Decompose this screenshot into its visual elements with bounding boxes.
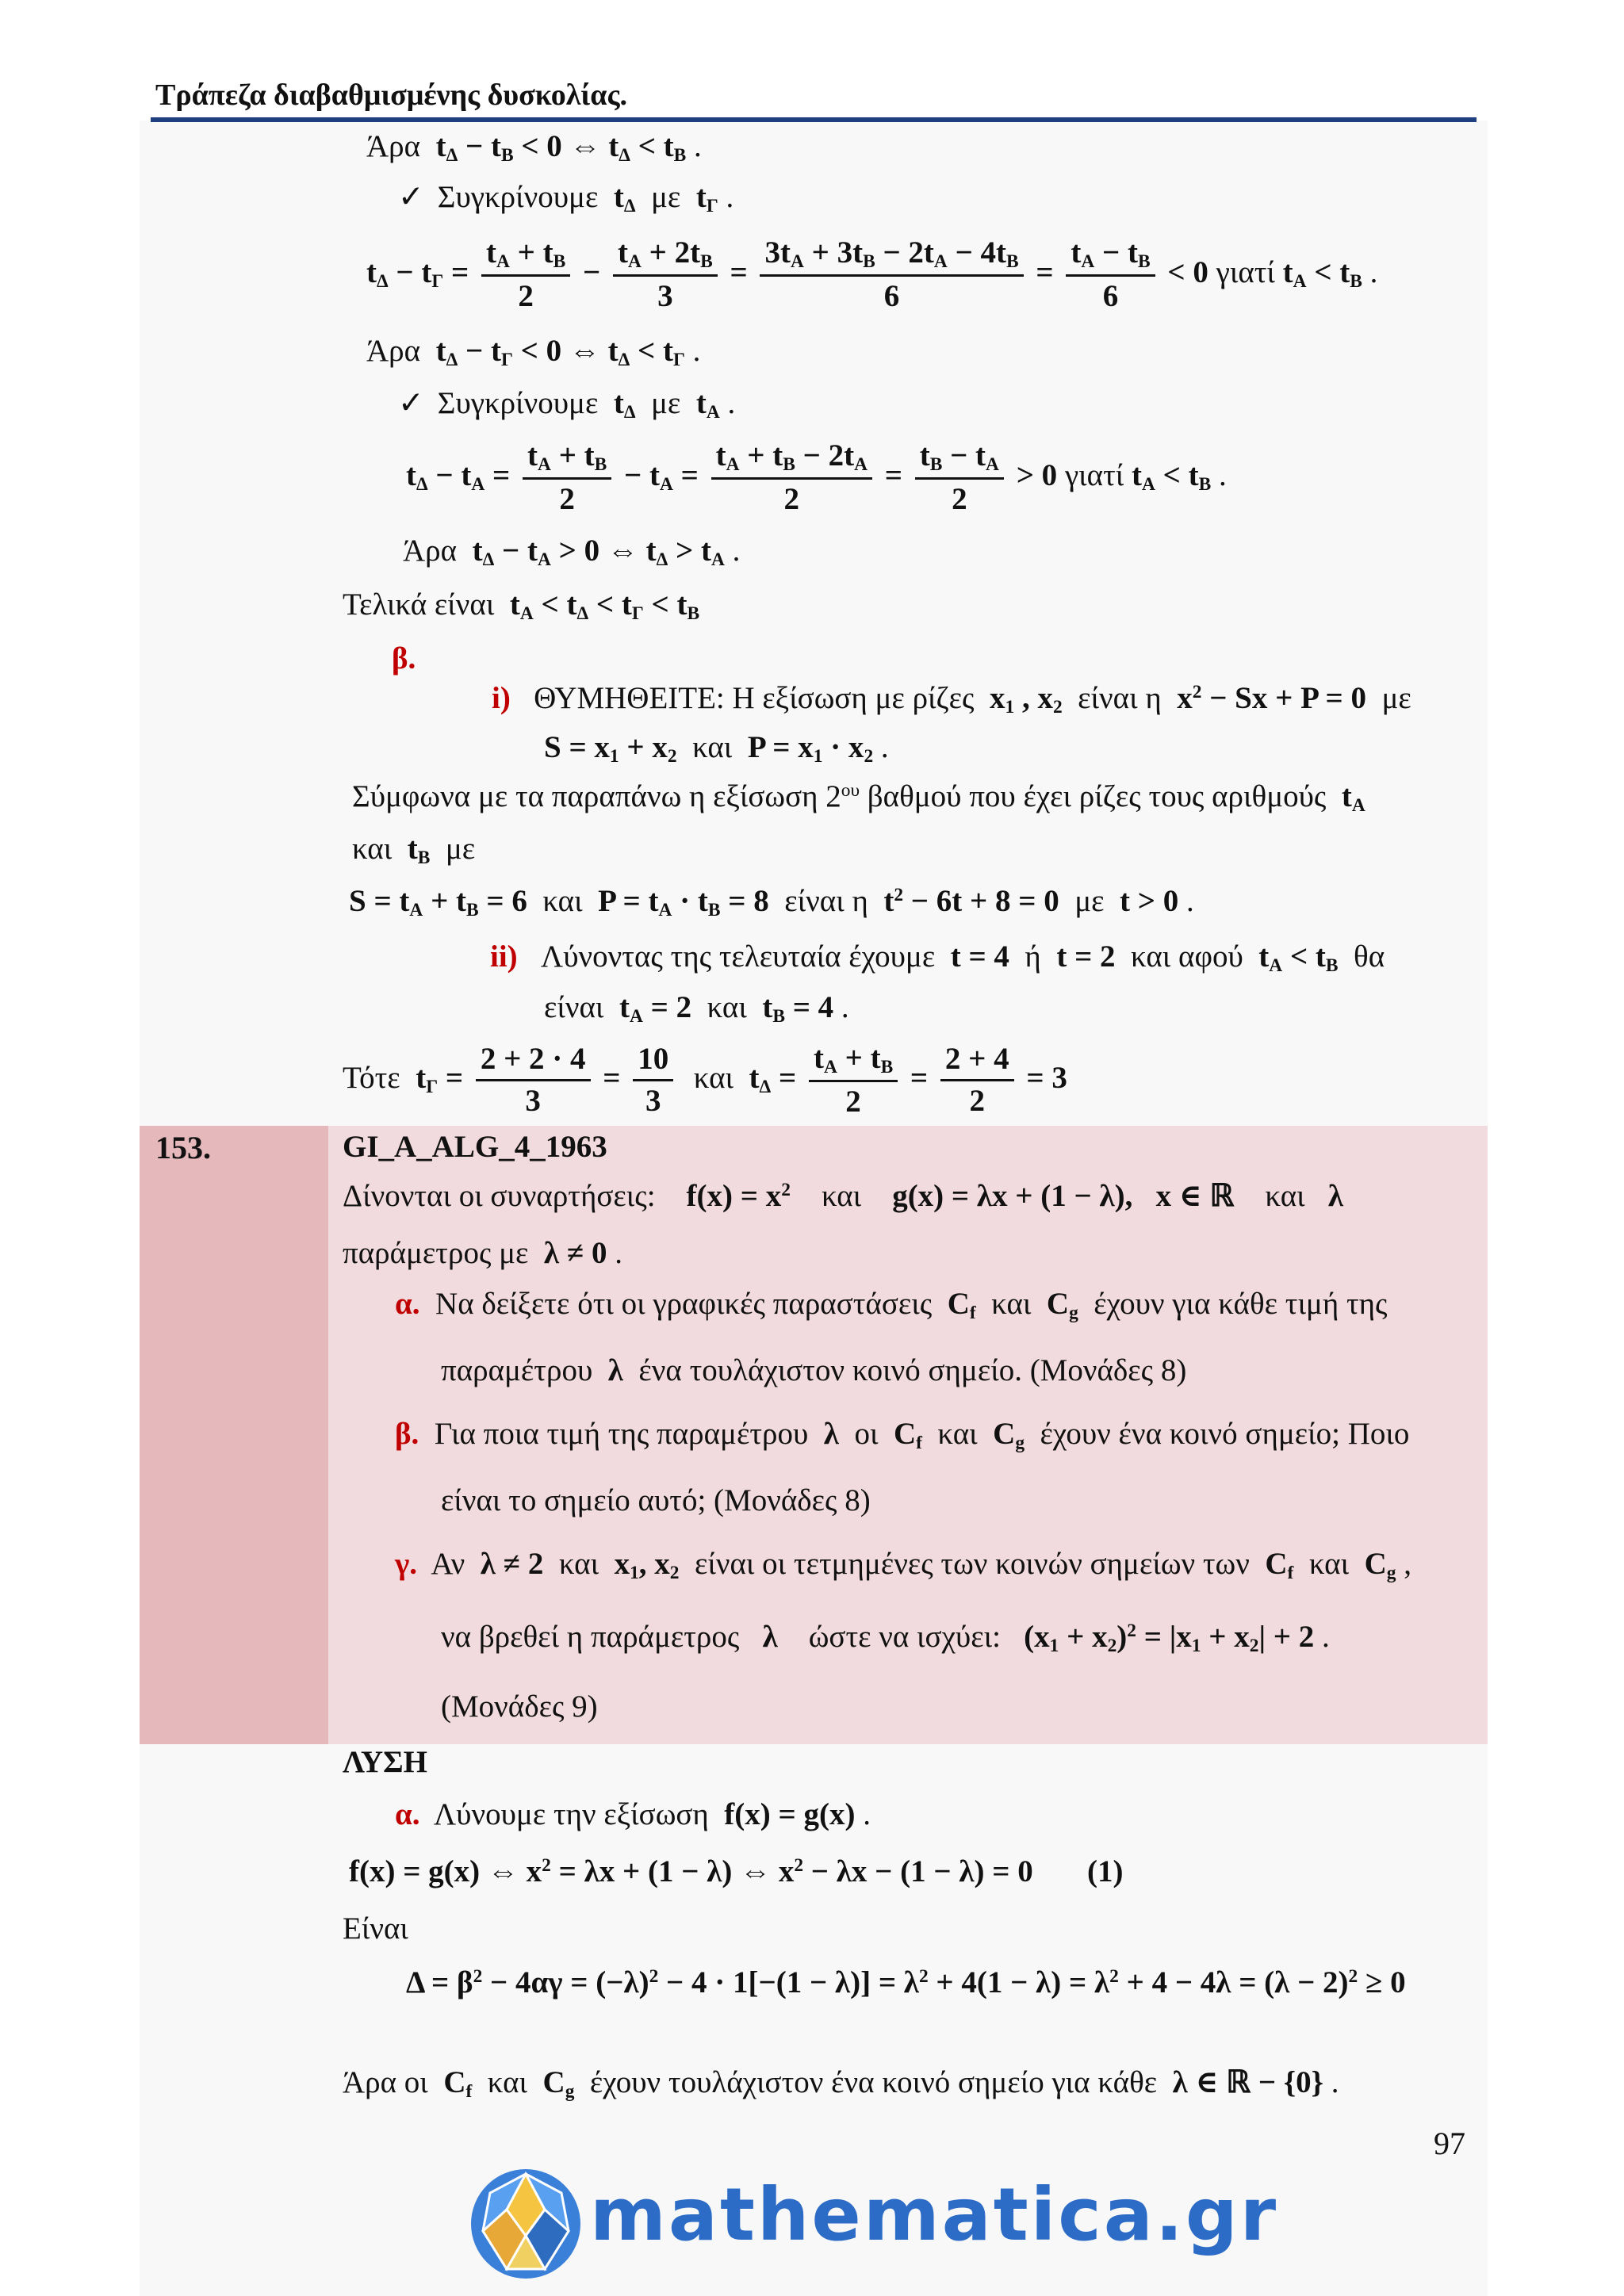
question-c-line2: να βρεθεί η παράμετρος λ ώστε να ισχύει: $(x_1 + x_2)^2 = |x_1 + x_2| + 2$ . — [441, 1620, 1330, 1656]
line-compare-alpha: ✓ Συγκρίνουμε $t_\Delta$ με $t_A$ . — [398, 386, 736, 423]
solution-conclusion: Άρα οι $C_f$ και $C_g$ έχουν τουλάχιστον ένα κοινό σημείο για κάθε λ ∈ ℝ − {0} . — [343, 2065, 1339, 2102]
solution-a-line: α. Λύνουμε την εξίσωση f(x) = g(x) . — [395, 1797, 871, 1831]
question-c-line1: γ. Αν λ ≠ 2 και $x_1$, $x_2$ είναι οι τετμημένες των κοινών σημείων των $C_f$ και $C_g$ , — [395, 1547, 1411, 1583]
header-rule — [151, 117, 1477, 122]
problem-intro: Δίνονται οι συναρτήσεις: $f(x) = x^2$ και g(x) = λx + (1 − λ), x ∈ ℝ και λ — [343, 1179, 1344, 1213]
problem-intro-2: παράμετρος με λ ≠ 0 . — [343, 1236, 622, 1270]
solution-einai: Είναι — [343, 1911, 408, 1946]
line-ara-2: Άρα $t_\Delta - t_\Gamma < 0$ ⇔ $t_\Delta < t_\Gamma$ . — [366, 334, 701, 370]
line-tote: Τότε $t_\Gamma$ = $\frac{2 + 2 \cdot 4}{3}$ = $\frac{10}{3}$ και $t_\Delta$ = $\frac{t_A + t_B}{2}$ = $\frac{2 + 4}{2}$ = 3 — [343, 1041, 1067, 1119]
question-b-line1: β. Για ποια τιμή της παραμέτρου λ οι $C_f$ και $C_g$ έχουν ένα κοινό σημείο; Ποιο — [395, 1417, 1410, 1453]
label-beta: β. — [392, 641, 416, 675]
check-icon: ✓ — [398, 180, 424, 214]
problem-code: GI_A_ALG_4_1963 — [343, 1130, 607, 1164]
check-icon: ✓ — [398, 386, 424, 420]
solution-discriminant: $\Delta = \beta^2 - 4\alpha\gamma = (-\lambda)^2 - 4 \cdot 1[-(1 - \lambda)] = \lambda^2 + 4(1 - \lambda) = \lambda^2 + 4 - 4\lambda = (\lambda - 2)^2 \ge 0$ — [406, 1965, 1406, 1999]
page-number: 97 — [1434, 2126, 1465, 2161]
problem-number: 153. — [155, 1130, 211, 1165]
question-b-line2: είναι το σημείο αυτό; (Μονάδες 8) — [441, 1483, 871, 1517]
line-compare-gamma: ✓ Συγκρίνουμε $t_\Delta$ με $t_\Gamma$ . — [398, 180, 734, 216]
solution-title: ΛΥΣΗ — [343, 1745, 427, 1779]
line-ara-1: Άρα $t_\Delta - t_B < 0$ ⇔ $t_\Delta < t_B$ . — [366, 129, 702, 166]
line-kai-tb: και $t_B$ με — [352, 832, 476, 868]
problem-number-cell — [140, 1126, 328, 1744]
equation-delta-gamma: $t_\Delta - t_\Gamma$ = $\frac{t_A + t_B}{2}$ − $\frac{t_A + 2t_B}{3}$ = $\frac{3t_A + 3t_B - 2t_A - 4t_B}{6}$ = $\frac{t_A - t_B}{6}$ < 0 γιατί $t_A < t_B$ . — [366, 235, 1378, 313]
line-ara-3: Άρα $t_\Delta - t_A > 0$ ⇔ $t_\Delta > t_A$ . — [403, 534, 741, 570]
line-telika: Τελικά είναι $t_A < t_\Delta < t_\Gamma < t_B$ — [343, 587, 700, 624]
line-einai-values: είναι $t_A = 2$ και $t_B = 4$ . — [544, 990, 849, 1027]
line-s-p: $S = x_1 + x_2$ και $P = x_1 \cdot x_2$ . — [544, 730, 889, 767]
header-title: Τράπεζα διαβαθμισμένης δυσκολίας. — [155, 78, 627, 112]
solution-equation-1: f(x) = g(x) ⇔ $x^2 = \lambda x + (1 - \lambda)$ ⇔ $x^2 - \lambda x - (1 - \lambda) = 0$ (1) — [349, 1854, 1124, 1888]
line-i-remember: i) ΘΥΜΗΘΕΙΤΕ: Η εξίσωση με ρίζες $x_1$ , $x_2$ είναι η $x^2 - Sx + P = 0$ με — [492, 681, 1411, 718]
polyhedron-logo-icon — [466, 2164, 585, 2283]
line-symfona: Σύμφωνα με τα παραπάνω η εξίσωση $2^{o\upsilon}$ βαθμού που έχει ρίζες τους αριθμούς $t_A$ — [352, 779, 1365, 816]
line-ii-solve: ii) Λύνοντας της τελευταία έχουμε t = 4 ή t = 2 και αφού $t_A < t_B$ θα — [490, 939, 1385, 976]
equation-delta-alpha: $t_\Delta - t_A$ = $\frac{t_A + t_B}{2}$ − $t_A$ = $\frac{t_A + t_B - 2t_A}{2}$ = $\frac{t_B - t_A}{2}$ > 0 γιατί $t_A < t_B$ . — [406, 438, 1227, 516]
site-logo-text: mathematica.gr — [590, 2172, 1279, 2257]
line-s-p-values: $S = t_A + t_B = 6$ και $P = t_A \cdot t_B = 8$ είναι η $t^2 - 6t + 8 = 0$ με t > 0 . — [349, 884, 1194, 920]
question-c-line3: (Μονάδες 9) — [441, 1689, 598, 1724]
question-a-line1: α. Να δείξετε ότι οι γραφικές παραστάσεις $C_f$ και $C_g$ έχουν για κάθε τιμή της — [395, 1287, 1388, 1323]
question-a-line2: παραμέτρου λ ένα τουλάχιστον κοινό σημείο. (Μονάδες 8) — [441, 1353, 1187, 1387]
